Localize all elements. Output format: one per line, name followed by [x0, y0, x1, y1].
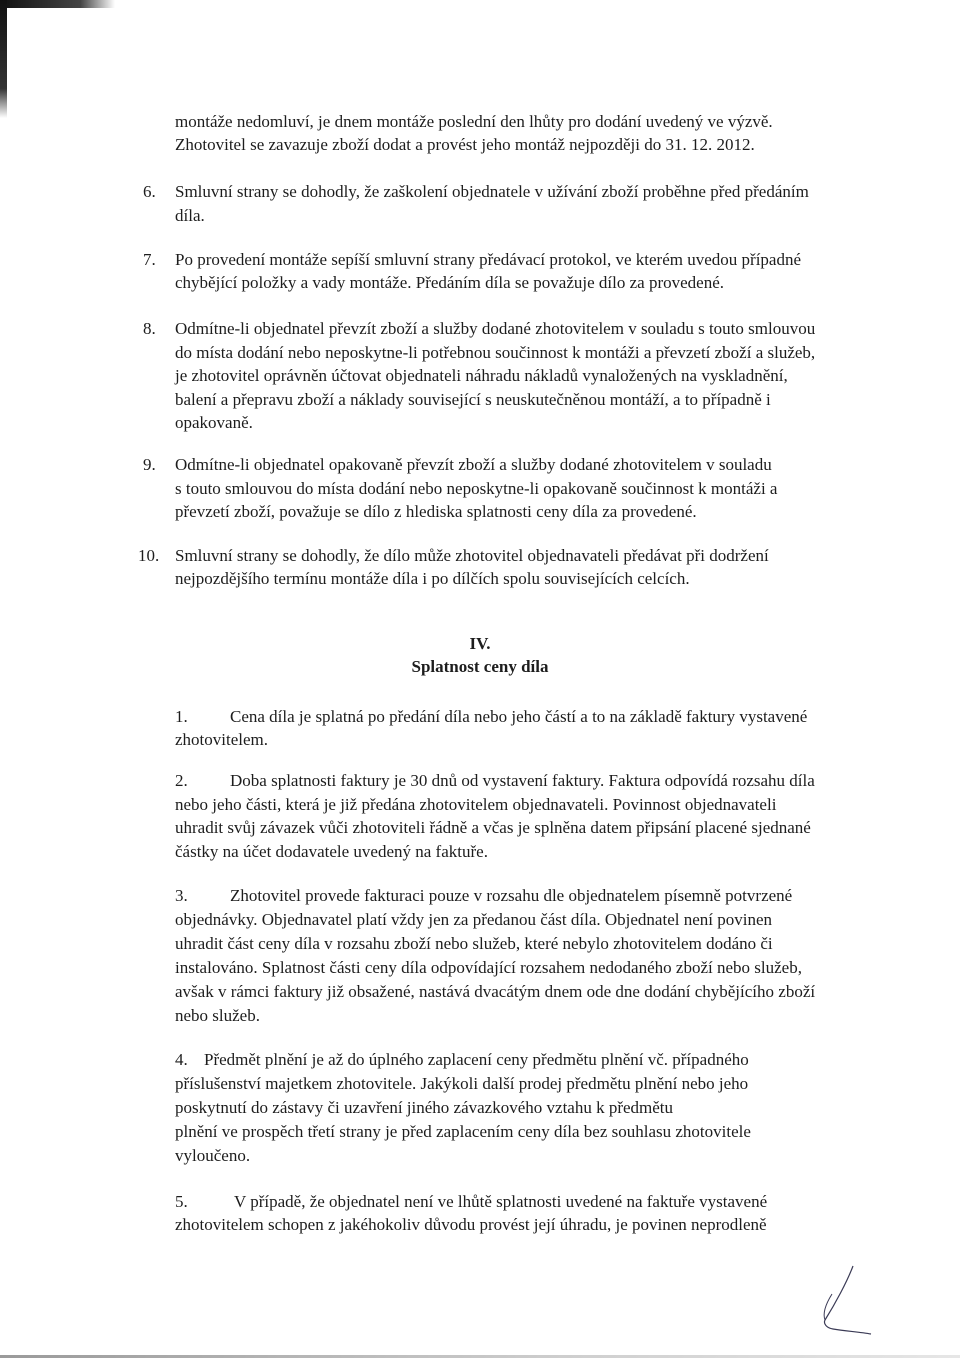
text-line: opakovaně. — [175, 413, 253, 432]
text-line: instalováno. Splatnost části ceny díla odpovídající rozsahem nedodaného zboží nebo služeb, — [175, 958, 802, 977]
text-line: chybějící položky a vady montáže. Předáním díla se považuje dílo za provedené. — [175, 273, 724, 292]
item-number: 7. — [143, 250, 156, 269]
text-line: Smluvní strany se dohodly, že zaškolení objednatele v užívání zboží proběhne před předáním — [175, 182, 809, 201]
text-line: nebo služeb. — [175, 1006, 260, 1025]
text-line: Předmět plnění je až do úplného zaplacení ceny předmětu plnění vč. případného — [204, 1050, 749, 1069]
scan-edge-top — [0, 0, 115, 8]
text-line: Doba splatnosti faktury je 30 dnů od vystavení faktury. Faktura odpovídá rozsahu díla — [230, 771, 815, 790]
text-line: částky na účet dodavatele uvedený na faktuře. — [175, 842, 488, 861]
text-line: montáže nedomluví, je dnem montáže poslední den lhůty pro dodání uvedený ve výzvě. — [175, 112, 773, 131]
text-line: Odmítne-li objednatel opakovaně převzít zboží a služby dodané zhotovitelem v souladu — [175, 455, 772, 474]
text-line: nebo jeho části, která je již předána zhotovitelem objednavateli. Povinnost objednavateli — [175, 795, 777, 814]
text-line: balení a přepravu zboží a náklady související s neuskutečněnou montáží, a to případně i — [175, 390, 771, 409]
text-line: Zhotovitel se zavazuje zboží dodat a provést jeho montáž nejpozději do 31. 12. 2012. — [175, 135, 755, 154]
item-number: 1. — [175, 707, 188, 726]
text-line: objednávky. Objednavatel platí vždy jen za předanou část díla. Objednatel není povinen — [175, 910, 773, 929]
text-line: převzetí zboží, považuje se dílo z hlediska splatnosti ceny díla za provedené. — [175, 502, 697, 521]
text-line: příslušenství majetkem zhotovitele. Jakýkoli další prodej předmětu plnění nebo jeho — [175, 1074, 749, 1093]
item-number: 9. — [143, 455, 156, 474]
text-line: plnění ve prospěch třetí strany je před zaplacením ceny díla bez souhlasu zhotovitele — [175, 1122, 751, 1141]
text-line: uhradit část ceny díla v rozsahu zboží nebo služeb, které nebylo zhotovitelem dodáno či — [175, 934, 773, 953]
section-title: Splatnost ceny díla — [411, 657, 549, 676]
text-line: s touto smlouvou do místa dodání nebo neposkytne-li opakovaně součinnost k montáži a — [175, 479, 778, 498]
item-number: 8. — [143, 319, 156, 338]
text-line: vyloučeno. — [175, 1146, 251, 1165]
section-number: IV. — [469, 634, 491, 653]
item-number: 4. — [175, 1050, 188, 1069]
item-number: 5. — [175, 1192, 188, 1211]
text-line: do místa dodání nebo neposkytne-li potřebnou součinnost k montáži a převzetí zboží a služeb, — [175, 343, 816, 362]
text-line: nejpozdějšího termínu montáže díla i po dílčích spolu souvisejících celcích. — [175, 569, 690, 588]
text-line: Zhotovitel provede fakturaci pouze v rozsahu dle objednatelem písemně potvrzené — [230, 886, 793, 905]
initials-signature — [805, 1262, 875, 1337]
text-line: díla. — [175, 206, 205, 225]
text-line: poskytnutí do zástavy či uzavření jiného závazkového vztahu k předmětu — [175, 1098, 674, 1117]
text-line: avšak v rámci faktury již obsažené, nastává dvacátým dnem ode dne dodání chybějícího zboží — [175, 982, 816, 1001]
item-number: 3. — [175, 886, 188, 905]
text-line: Po provedení montáže sepíší smluvní strany předávací protokol, ve kterém uvedou případné — [175, 250, 802, 269]
item-number: 10. — [138, 546, 160, 565]
text-line: je zhotovitel oprávněn účtovat objednateli náhradu nákladů vynaložených na vyskladnění, — [175, 366, 788, 385]
text-line: zhotovitelem schopen z jakéhokoliv důvodu provést její úhradu, je povinen neprodleně — [175, 1215, 767, 1234]
scan-edge-left — [0, 0, 7, 118]
text-line: Smluvní strany se dohodly, že dílo může zhotovitel objednavateli předávat při dodržení — [175, 546, 769, 565]
text-line: zhotovitelem. — [175, 730, 269, 749]
item-number: 6. — [143, 182, 156, 201]
text-line: Odmítne-li objednatel převzít zboží a služby dodané zhotovitelem v souladu s touto smlouvou — [175, 319, 816, 338]
text-line: V případě, že objednatel není ve lhůtě splatnosti uvedené na faktuře vystavené — [234, 1192, 768, 1211]
item-number: 2. — [175, 771, 188, 790]
text-line: Cena díla je splatná po předání díla nebo jeho částí a to na základě faktury vystavené — [230, 707, 808, 726]
text-line: uhradit svůj závazek vůči zhotoviteli řádně a včas je splněna datem připsání placené sjednané — [175, 818, 811, 837]
